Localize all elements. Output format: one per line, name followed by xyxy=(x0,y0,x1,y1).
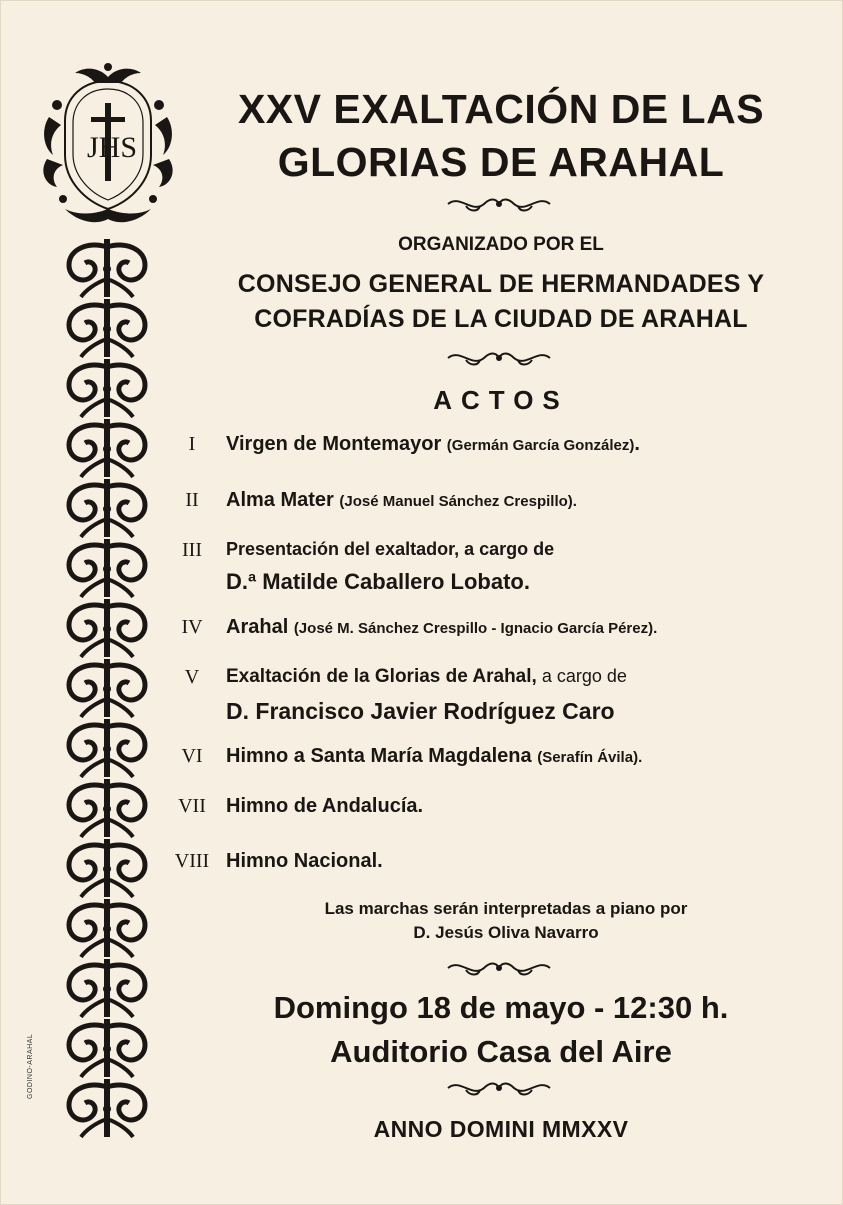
designer-credit: GODINO-ARAHAL xyxy=(27,1033,34,1099)
item-text: Presentación del exaltador, a cargo de xyxy=(226,539,555,559)
item-number: II xyxy=(185,489,199,511)
poster-title-line2: GLORIAS DE ARAHAL xyxy=(277,139,725,185)
flourish-divider-icon xyxy=(446,956,552,980)
item-number: VI xyxy=(181,745,203,767)
ornamental-border-icon xyxy=(59,239,155,1149)
item-text: Exaltación de la Glorias de Arahal, a cargo de xyxy=(226,666,627,687)
crest-monogram: JHS xyxy=(87,131,138,164)
item-text: Himno de Andalucía. xyxy=(226,795,424,817)
organizer-line1: CONSEJO GENERAL DE HERMANDADES Y xyxy=(237,270,765,298)
poster-title-line1: XXV EXALTACIÓN DE LAS xyxy=(237,86,765,132)
item-number: IV xyxy=(181,616,203,638)
item-number: VIII xyxy=(174,850,210,872)
organizer-prefix: ORGANIZADO POR EL xyxy=(398,234,604,255)
item-number: V xyxy=(184,666,200,688)
program-heading: ACTOS xyxy=(433,385,569,415)
organizer-line2: COFRADÍAS DE LA CIUDAD DE ARAHAL xyxy=(254,305,748,333)
item-text: Himno Nacional. xyxy=(226,850,383,872)
item-number: VII xyxy=(178,795,206,817)
item-text: Alma Mater (José Manuel Sánchez Crespillo). xyxy=(226,489,577,511)
music-note-line1: Las marchas serán interpretadas a piano por xyxy=(324,899,688,918)
item-number: III xyxy=(182,539,202,561)
flourish-divider-icon xyxy=(446,1076,552,1100)
item-text: Himno a Santa María Magdalena (Serafín Ávila). xyxy=(226,745,643,767)
item-number: I xyxy=(188,433,196,455)
item-speaker: D.ª Matilde Caballero Lobato. xyxy=(226,569,530,594)
brotherhood-crest-icon xyxy=(35,59,181,229)
item-text: Virgen de Montemayor (Germán García González). xyxy=(226,433,640,455)
item-speaker: D. Francisco Javier Rodríguez Caro xyxy=(226,698,615,724)
item-text: Arahal (José M. Sánchez Crespillo - Ignacio García Pérez). xyxy=(226,616,658,638)
footer-year: ANNO DOMINI MMXXV xyxy=(373,1116,629,1142)
event-venue: Auditorio Casa del Aire xyxy=(330,1034,672,1069)
event-datetime: Domingo 18 de mayo - 12:30 h. xyxy=(273,990,729,1025)
music-note-line2: D. Jesús Oliva Navarro xyxy=(413,923,599,942)
flourish-divider-icon xyxy=(446,346,552,370)
flourish-divider-icon xyxy=(446,192,552,216)
